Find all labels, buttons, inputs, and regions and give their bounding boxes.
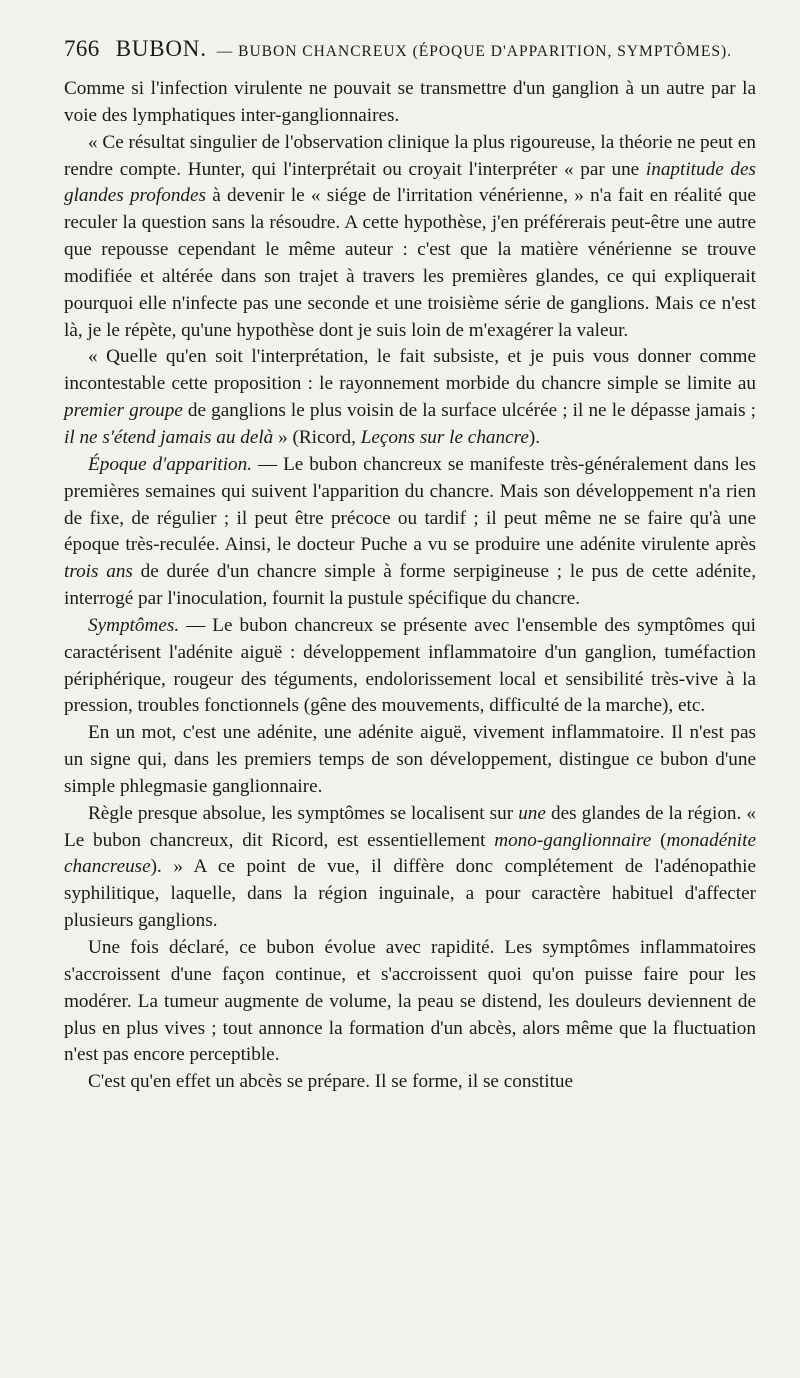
paragraph — [64, 1069, 756, 1096]
text-run: Une fois déclaré, ce bubon évolue avec rapidité. Les symptômes inflammatoires s'accroissent d'une façon continue, et s'accroissent quoi qu'on puisse faire pour les modérer. La tumeur augmente de volume, la peau se distend, les douleurs deviennent de plus en plus vives ; tout annonce la formation d'un abcès, alors même que la fluctuation n'est pas encore perceptible. — [64, 937, 756, 1066]
running-title: BUBON. — [115, 36, 207, 61]
italic-text: une — [518, 802, 546, 824]
text-run: Règle presque absolue, les symptômes se localisent sur — [88, 802, 519, 824]
italic-text: mono-ganglionnaire — [494, 829, 652, 851]
italic-text: Leçons sur le chancre — [360, 426, 529, 448]
paragraph — [64, 76, 756, 130]
text-run: de durée d'un chancre simple à forme serpigineuse ; le pus de cette adénite, interrogé par l'inoculation, fournit la pustule spécifique du chancre. — [64, 561, 756, 610]
running-header — [64, 36, 756, 76]
italic-text: Symptômes. — [88, 614, 180, 636]
paragraph — [64, 452, 756, 613]
paragraph — [64, 344, 756, 451]
text-run: ). — [528, 426, 541, 448]
text-run: C'est qu'en effet un abcès se prépare. Il se forme, il se constitue — [88, 1071, 574, 1093]
italic-text: premier groupe — [64, 400, 183, 422]
running-subtitle: — BUBON CHANCREUX (ÉPOQUE D'APPARITION, SYMPTÔMES). — [216, 43, 733, 60]
text-run: — Le bubon chancreux se manifeste très-généralement dans les premières semaines qui suivent l'apparition du chancre. Mais son développement n'a rien de fixe, de régulier ; il peut être précoce ou tardif ; il peut même ne se faire qu'à une époque très-reculée. Ainsi, le docteur Puche a vu se produire une adénite virulente après — [64, 453, 756, 556]
paragraph — [64, 130, 756, 345]
text-run: « Ce résultat singulier de l'observation clinique la plus rigoureuse, la théorie ne peut en rendre compte. Hunter, qui l'interprétait ou croyait l'interpréter « par une — [64, 131, 756, 180]
text-run: — Le bubon chancreux se présente avec l'ensemble des symptômes qui caractérisent l'adénite aiguë : développement inflammatoire d'un ganglion, tuméfaction périphérique, rougeur des téguments, endolorissement local et sensibilité très-vive à la pression, troubles fonctionnels (gêne des mouvements, difficulté de la marche), etc. — [64, 614, 756, 717]
italic-text: il ne s'étend jamais au delà — [64, 426, 274, 448]
text-run: ( — [651, 829, 667, 851]
text-run: à devenir le « siége de l'irritation vénérienne, » n'a fait en réalité que reculer la question sans la résoudre. A cette hypothèse, j'en préférerais peut-être une autre que repousse cependant le même auteur : c'est que la matière vénérienne se trouve modifiée et altérée dans son trajet à travers les premières glandes, ce qui expliquerait pourquoi elle n'infecte pas une seconde et une troisième série de ganglions. Mais ce n'est là, je le répète, qu'une hypothèse dont je suis loin de m'exagérer la valeur. — [64, 185, 756, 341]
text-run: En un mot, c'est une adénite, une adénite aiguë, vivement inflammatoire. Il n'est pas un signe qui, dans les premiers temps de son développement, distingue ce bubon d'une simple phlegmasie ganglionnaire. — [64, 722, 756, 797]
text-run: » (Ricord, — [273, 426, 361, 448]
body-text — [64, 76, 756, 1096]
paragraph — [64, 935, 756, 1069]
text-run: de ganglions le plus voisin de la surface ulcérée ; il ne le dépasse jamais ; — [182, 400, 756, 422]
paragraph — [64, 801, 756, 935]
book-page — [64, 36, 756, 1096]
text-run: « Quelle qu'en soit l'interprétation, le fait subsiste, et je puis vous donner comme incontestable cette proposition : le rayonnement morbide du chancre simple se limite au — [64, 346, 756, 395]
italic-text: inaptitude des glandes profondes — [64, 158, 757, 207]
italic-text: trois ans — [64, 561, 133, 583]
italic-text: Époque d'apparition. — [88, 453, 253, 475]
text-run: des glandes de la région. « Le bubon chancreux, dit Ricord, est essentiellement — [64, 802, 756, 851]
paragraph — [64, 720, 756, 801]
text-run: ). » A ce point de vue, il diffère donc complétement de l'adénopathie syphilitique, laquelle, dans la région inguinale, a pour caractère habituel d'affecter plusieurs ganglions. — [64, 856, 756, 932]
italic-text: monadénite chancreuse — [64, 829, 756, 878]
page-number: 766 — [64, 36, 100, 61]
text-run: Comme si l'infection virulente ne pouvait se transmettre d'un ganglion à un autre par la voie des lymphatiques inter-ganglionnaires. — [64, 78, 756, 126]
paragraph — [64, 613, 756, 720]
